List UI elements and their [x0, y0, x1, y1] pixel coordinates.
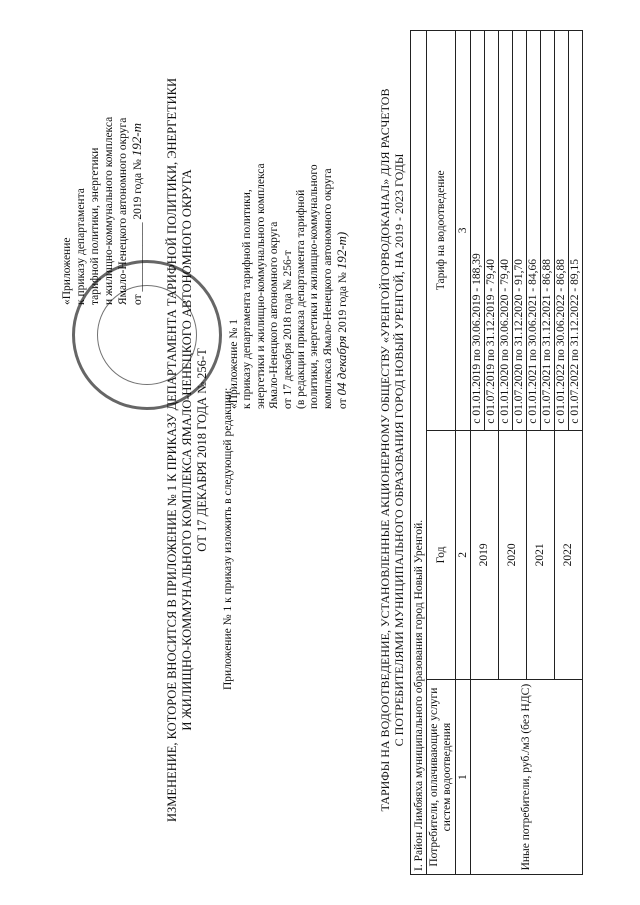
annex-line: (в редакции приказа департамента тарифной	[295, 189, 308, 409]
document-title	[165, 35, 210, 865]
year-cell: 2020	[499, 430, 527, 680]
consumer-label: Иные потребители, руб./м3 (без НДС)	[471, 680, 583, 875]
approval-date-prefix: от	[132, 294, 144, 305]
intro-text: Приложение № 1 к приказу изложить в следующей редакции:	[222, 387, 234, 690]
annex-number: 192-т)	[334, 231, 350, 270]
header-year: Год	[427, 430, 456, 680]
annex-line: Ямало-Ненецкого автономного округа	[268, 221, 281, 409]
title-line: ИЗМЕНЕНИЕ, КОТОРОЕ ВНОСИТСЯ В ПРИЛОЖЕНИЕ № 1 К ПРИКАЗУ ДЕПАРТАМЕНТА ТАРИФНОЙ ПОЛИТИКИ, ЭНЕРГЕТИКИ	[165, 78, 179, 822]
header-tariff: Тариф на водоотведение	[427, 31, 456, 431]
header-row	[427, 31, 456, 875]
tariff-title-line: С ПОТРЕБИТЕЛЯМИ МУНИЦИПАЛЬНОГО ОБРАЗОВАНИЯ ГОРОД НОВЫЙ УРЕНГОЙ, НА 2019 - 2023 ГОДЫ	[392, 153, 406, 747]
rate-cell: с 01.01.2021 по 30.06.2021 - 84,66	[527, 31, 541, 431]
approval-line: «Приложение	[61, 237, 73, 305]
section-row	[411, 31, 427, 875]
section-label: I. Район Лимбяяха муниципального образования город Новый Уренгой.	[411, 31, 427, 875]
rate-cell: с 01.07.2022 по 31.12.2022 - 89,15	[569, 31, 583, 431]
annex-line: «Приложение № 1	[228, 319, 240, 409]
tariff-table	[410, 30, 583, 875]
approval-date-blank: ____________	[132, 222, 144, 292]
title-line: ОТ 17 ДЕКАБРЯ 2018 ГОДА № 256-Т	[195, 348, 209, 552]
annex-line: от 17 декабря 2018 года № 256-т	[281, 250, 294, 409]
annex-line: энергетики и жилищно-коммунального комплекса	[254, 163, 267, 409]
rate-cell: с 01.07.2019 по 31.12.2019 - 79,40	[485, 31, 499, 431]
approval-block	[60, 5, 145, 305]
tariff-title	[378, 55, 406, 845]
approval-line: Ямало-Ненецкого автономного округа	[117, 117, 129, 305]
approval-date-suffix: 2019 года №	[132, 159, 144, 220]
annex-line: политики, энергетики и жилищно-коммунального	[308, 164, 321, 409]
approval-line: тарифной политики, энергетики	[89, 147, 101, 305]
rate-cell: с 01.07.2021 по 31.12.2021 - 86,88	[541, 31, 555, 431]
annex-date-line	[335, 29, 350, 409]
year-cell: 2022	[555, 430, 583, 680]
approval-line: и жилищно-коммунального комплекса	[103, 116, 115, 305]
rate-cell: с 01.01.2020 по 30.06.2020 - 79,40	[499, 31, 513, 431]
title-line: И ЖИЛИЩНО-КОММУНАЛЬНОГО КОМПЛЕКСА ЯМАЛО-НЕНЕЦКОГО АВТОНОМНОГО ОКРУГА	[180, 169, 194, 731]
annex-line: к приказу департамента тарифной политики,	[241, 189, 254, 409]
rate-cell: с 01.01.2022 по 30.06.2022 - 86,88	[555, 31, 569, 431]
header-consumer: Потребители, оплачивающие услуги систем водоотведения	[427, 680, 456, 875]
tariff-title-line: ТАРИФЫ НА ВОДООТВЕДЕНИЕ, УСТАНОВЛЕННЫЕ АКЦИОНЕРНОМУ ОБЩЕСТВУ «УРЕНГОЙГОРВОДОКАНАЛ» ДЛЯ РАСЧЕТОВ	[378, 88, 392, 812]
column-number: 3	[456, 31, 471, 431]
annex-line: комплекса Ямало-Ненецкого автономного округа	[321, 168, 334, 409]
approval-line: к приказу департамента	[75, 188, 87, 305]
column-number: 2	[456, 430, 471, 680]
annex-block	[228, 29, 351, 409]
rate-cell: с 01.07.2020 по 31.12.2020 - 91,70	[513, 31, 527, 431]
column-number-row	[456, 31, 471, 875]
approval-number: 192-т	[129, 123, 144, 157]
approval-date-line	[130, 5, 145, 305]
annex-date: 04 декабря	[334, 335, 350, 396]
table-row	[471, 31, 485, 875]
rate-cell: с 01.01.2019 по 30.06.2019 - 188,39	[471, 31, 485, 431]
column-number: 1	[456, 680, 471, 875]
year-cell: 2019	[471, 430, 499, 680]
year-cell: 2021	[527, 430, 555, 680]
annex-date-prefix: от	[337, 398, 350, 409]
annex-date-suffix: 2019 года №	[337, 272, 350, 333]
